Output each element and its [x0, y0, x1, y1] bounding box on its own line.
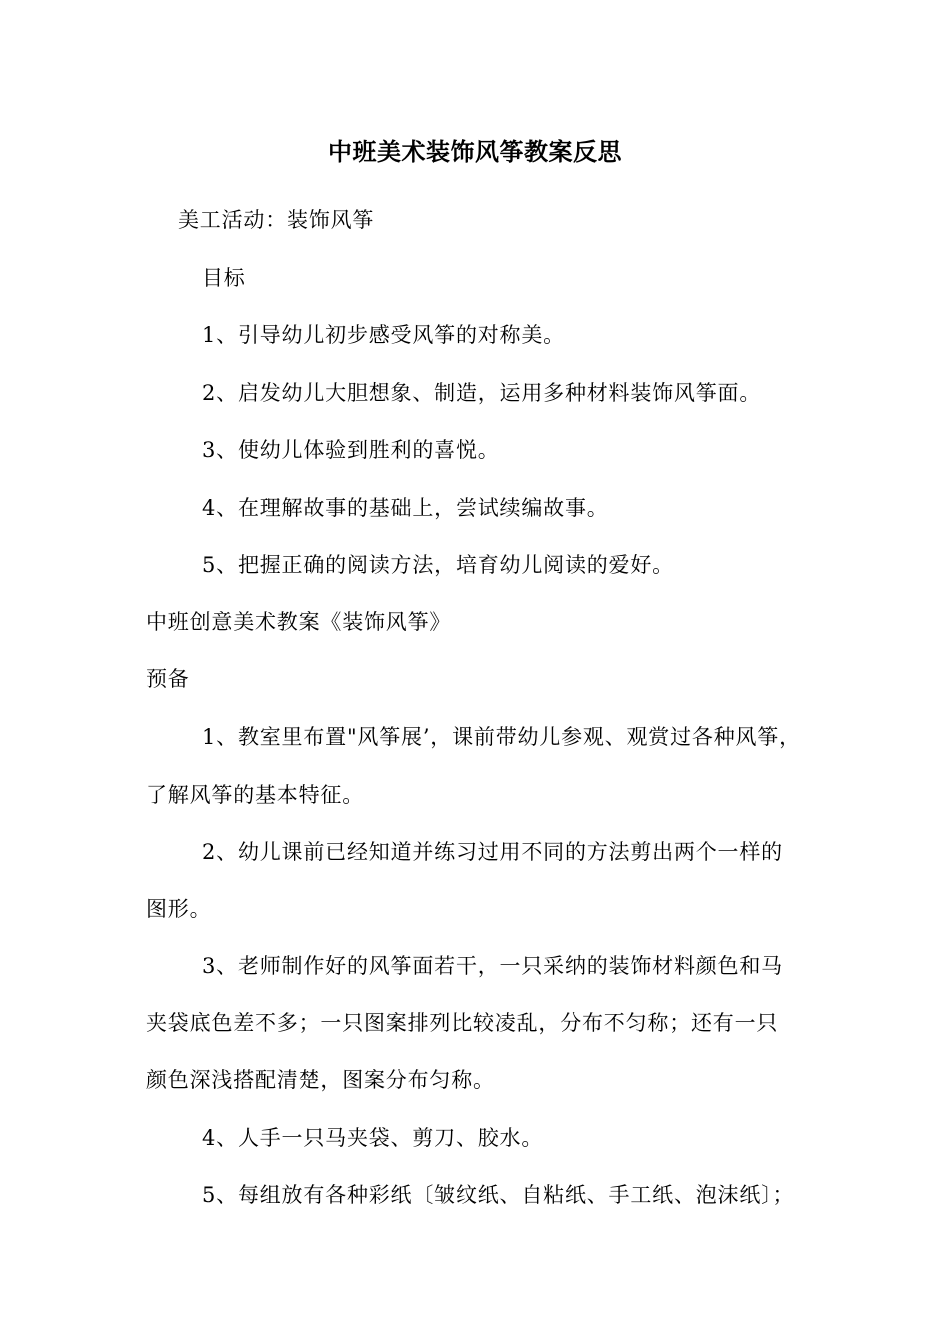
goals-heading: 目标 [202, 266, 246, 290]
prep-item-1-line-2: 了解风筝的基本特征。 [146, 783, 364, 807]
prep-item-3-line-3: 颜色深浅搭配清楚，图案分布匀称。 [146, 1068, 495, 1092]
prep-item-2-line-1: 2、幼儿课前已经知道并练习过用不同的方法剪出两个一样的 [202, 840, 783, 864]
prep-item-5: 5、每组放有各种彩纸〔皱纹纸、自粘纸、手工纸、泡沫纸〕； [202, 1183, 795, 1207]
goal-item-5: 5、把握正确的阅读方法，培育幼儿阅读的爱好。 [202, 553, 674, 577]
goal-item-1: 1、引导幼儿初步感受风筝的对称美。 [202, 323, 565, 347]
goal-item-4: 4、在理解故事的基础上，尝试续编故事。 [202, 496, 609, 520]
prep-item-4: 4、人手一只马夹袋、剪刀、胶水。 [202, 1126, 544, 1150]
goal-item-2: 2、启发幼儿大胆想象、制造，运用多种材料装饰风筝面。 [202, 381, 762, 405]
prep-item-3-line-2: 夹袋底色差不多；一只图案排列比较凌乱，分布不匀称；还有一只 [146, 1011, 779, 1035]
activity-line: 美工活动：装饰风筝 [178, 208, 375, 232]
prep-item-1-line-1: 1、教室里布置"风筝展’，课前带幼儿参观、观赏过各种风筝， [202, 725, 801, 749]
prep-heading: 预备 [146, 667, 190, 691]
prep-item-3-line-1: 3、老师制作好的风筝面若干，一只采纳的装饰材料颜色和马 [202, 954, 783, 978]
goal-item-3: 3、使幼儿体验到胜利的喜悦。 [202, 438, 500, 462]
document-title: 中班美术装饰风筝教案反思 [328, 137, 622, 166]
prep-item-2-line-2: 图形。 [146, 897, 212, 921]
lesson-title: 中班创意美术教案《装饰风筝》 [146, 610, 452, 634]
